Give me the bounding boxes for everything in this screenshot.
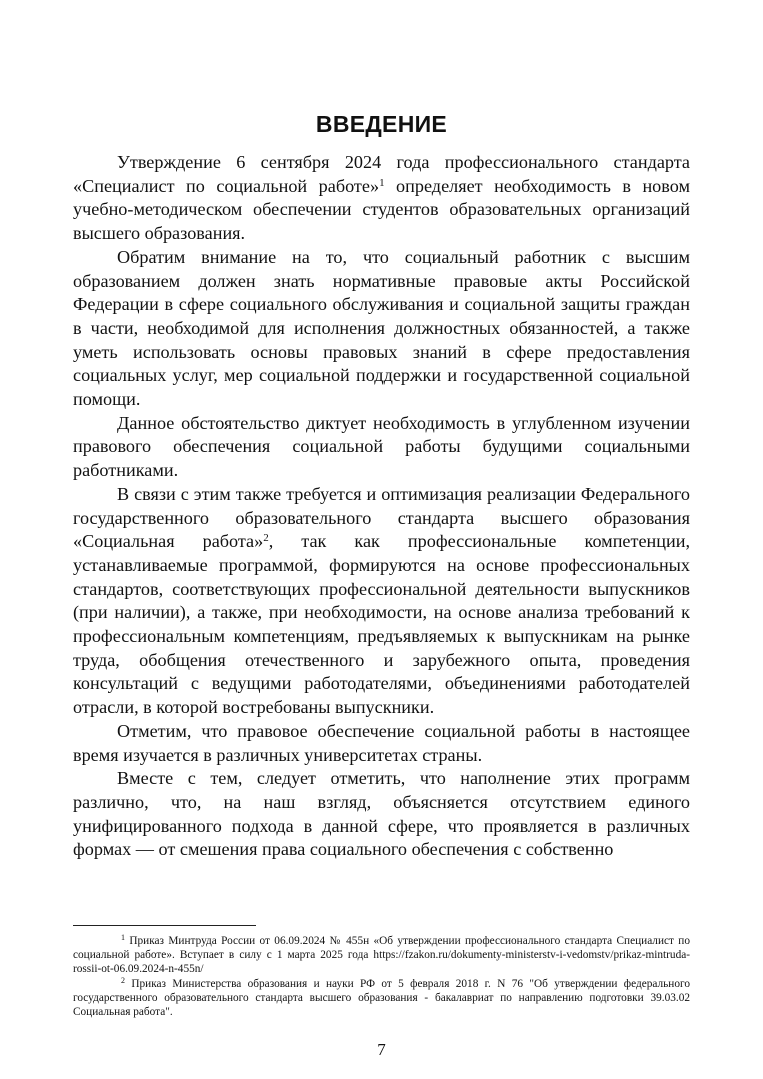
footnote-1-number: 1 [121, 933, 125, 942]
footnote-1-text: Приказ Минтруда России от 06.09.2024 № 455н «Об утверждении профессионального стандарта Специалист по социальной работе». Вступает в силу с 1 марта 2025 года https://fzakon.ru/dokumenty-ministerstv-i-vedomstv/prikaz-mintruda-rossii-ot-06.09.2024-n-455n/ [73, 935, 690, 976]
footnote-ref-1: 1 [379, 176, 385, 189]
paragraph-5: Отметим, что правовое обеспечение социальной работы в настоящее время изучается в различных университетах страны. [73, 720, 690, 765]
paragraph-4 [73, 483, 690, 720]
footnotes [73, 934, 690, 1019]
footnote-2-text: Приказ Министерства образования и науки РФ от 5 февраля 2018 г. N 76 "Об утверждении федерального государственного образовательного стандарта высшего образования - бакалавриат по направлению подготовки 39.03.02 Социальная работа". [73, 977, 690, 1019]
paragraph-2: Обратим внимание на то, что социальный работник с высшим образованием должен знать нормативные правовые акты Российской Федерации в сфере социального обслуживания и социальной защиты граждан в части, необходимой для исполнения должностных обязанностей, а также уметь использовать основы правовых знаний в сфере предоставления социальных услуг, мер социальной поддержки и государственной социальной помощи. [73, 246, 690, 410]
page-number: 7 [377, 1040, 386, 1059]
chapter-title: ВВЕДЕНИЕ [315, 111, 448, 137]
paragraph-1-text-end: определяет необходимость в новом учебно-методическом обеспечении студентов образовательных организаций высшего образования. [73, 175, 690, 244]
paragraph-6: Вместе с тем, следует отметить, что наполнение этих программ различно, что, на наш взгляд, объясняется отсутствием единого унифицированного подхода в данной сфере, что проявляется в различных формах — от смешения права социального обеспечения с собственно [73, 768, 690, 860]
body-text [73, 151, 690, 862]
footnote-divider [73, 925, 256, 926]
paragraph-4-text-end: , так как профессиональные компетенции, устанавливаемые программой, формируются на основе профессиональных стандартов, соответствующих профессиональной деятельности выпускников (при наличии), а также, при необходимости, на основе анализа требований к профессиональным компетенциям, предъявляемых к выпускникам на рынке труда, обобщения отечественного и зарубежного опыта, проведения консультаций с ведущими работодателями, объединениями работодателей отрасли, в которой востребованы выпускники. [73, 531, 691, 718]
paragraph-1 [73, 151, 690, 246]
footnote-2 [73, 977, 690, 1020]
paragraph-3: Данное обстоятельство диктует необходимость в углубленном изучении правового обеспечения социальной работы будущими социальными работниками. [73, 412, 690, 481]
footnote-ref-2: 2 [263, 532, 269, 545]
footnote-1 [73, 934, 690, 977]
paragraph-1-text-start: Утверждение 6 сентября 2024 года профессионального стандарта «Специалист по социальной работе» [73, 152, 690, 196]
footnote-2-number: 2 [121, 975, 125, 985]
paragraph-4-text-start: В связи с этим также требуется и оптимизация реализации Федерального государственного образовательного стандарта высшего образования «Социальная работа» [73, 483, 690, 552]
